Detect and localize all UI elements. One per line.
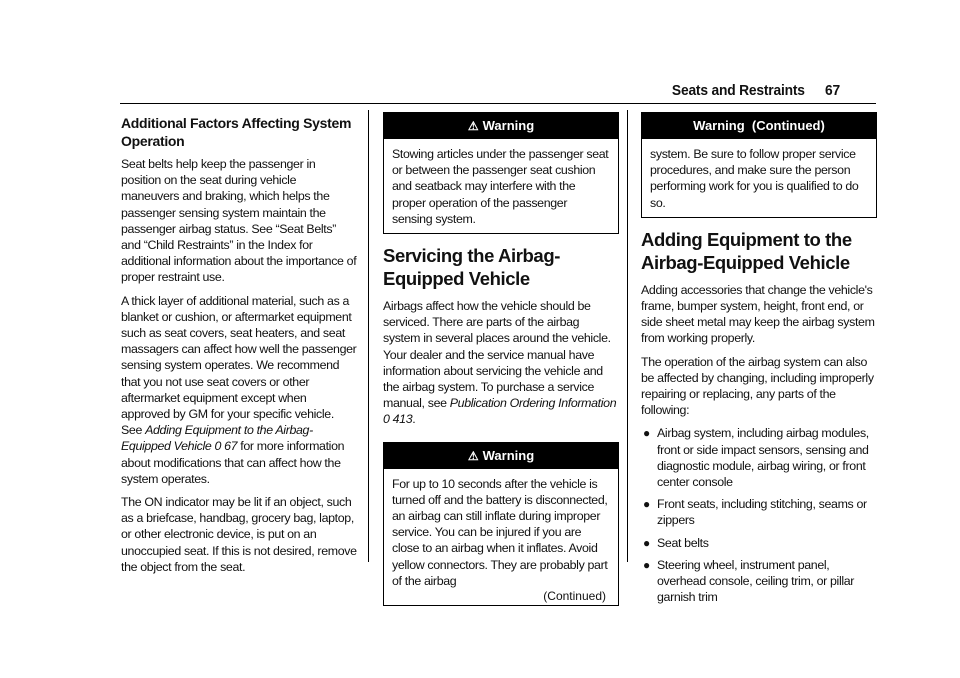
- paragraph: The operation of the airbag system can also be affected by changing, including improperly repairing or replacing, any parts of the following:: [641, 354, 874, 418]
- section-heading: Servicing the Airbag-Equipped Vehicle: [383, 245, 560, 290]
- warning-box-continued: [641, 112, 877, 218]
- page-number: 67: [825, 82, 840, 99]
- paragraph-text: Airbags affect how the vehicle should be serviced. There are parts of the airbag system in several places around the vehicle. Your dealer and the service manual have information about servicing the vehicle and the airbag system. To purchase a service manual, see: [383, 299, 611, 411]
- bullet-list: [641, 425, 877, 605]
- warning-text: system. Be sure to follow proper service procedures, and make sure the person performing work for you is qualified to do so.: [650, 147, 859, 210]
- list-item-text: Seat belts: [657, 535, 709, 550]
- subsection-heading: Additional Factors Affecting System Operation: [121, 115, 352, 149]
- column-divider: [627, 110, 628, 562]
- column-divider: [368, 110, 369, 562]
- section-heading: Adding Equipment to the Airbag-Equipped Vehicle: [641, 228, 852, 273]
- warning-triangle-icon: ⚠: [467, 448, 479, 463]
- warning-text: For up to 10 seconds after the vehicle is turned off and the battery is disconnected, an airbag can still inflate during improper service. You can be injured if you are close to an airbag when it inflates. Avoid yellow connectors. They are probably part of the airbag: [392, 476, 608, 588]
- column-3: [641, 112, 877, 611]
- warning-header: [384, 113, 618, 139]
- page-reference[interactable]: 0 413: [383, 412, 413, 427]
- column-1: [121, 112, 357, 582]
- paragraph-text: for more information about modifications that can affect how the system operates.: [121, 439, 345, 486]
- column-2: [383, 112, 619, 614]
- header-rule: [120, 103, 876, 104]
- bullet-icon: ●: [643, 497, 650, 512]
- bullet-icon: ●: [643, 557, 650, 572]
- paragraph: [383, 298, 619, 428]
- warning-text: Stowing articles under the passenger seat or between the passenger seat cushion and seatback may interfere with the proper operation of the passenger sensing system.: [392, 147, 609, 226]
- list-item: [641, 535, 877, 551]
- continued-label: (Continued): [543, 589, 606, 604]
- list-item-text: Front seats, including stitching, seams or zippers: [657, 497, 867, 528]
- list-item-text: Steering wheel, instrument panel, overhead console, ceiling trim, or pillar garnish trim: [657, 557, 855, 605]
- section-title: Seats and Restraints: [671, 82, 805, 99]
- page-header: [178, 82, 840, 99]
- paragraph: Adding accessories that change the vehicle's frame, bumper system, height, front end, or side sheet metal may keep the airbag system from working properly.: [641, 282, 875, 346]
- paragraph: Seat belts help keep the passenger in position on the seat during vehicle maneuvers and braking, which helps the passenger sensing system maintain the passenger airbag status. See “Seat Belts” and “Child Restraints” in the Index for additional information about the importance of proper restraint use.: [121, 157, 357, 285]
- bullet-icon: ●: [643, 426, 650, 441]
- warning-title: Warning: [482, 118, 535, 133]
- warning-title: Warning: [482, 447, 535, 463]
- warning-box: [383, 442, 619, 606]
- warning-triangle-icon: ⚠: [467, 119, 479, 133]
- cross-reference-link[interactable]: Publication Ordering Information: [449, 396, 617, 411]
- paragraph: The ON indicator may be lit if an object, such as a briefcase, handbag, grocery bag, laptop, or other electronic device, is put on an unoccupied seat. If this is not desired, remove the object from the seat.: [121, 495, 357, 574]
- bullet-icon: ●: [643, 535, 650, 550]
- warning-header: Warning (Continued): [642, 113, 876, 139]
- paragraph: [121, 293, 357, 487]
- list-item-text: Airbag system, including airbag modules, front or side impact sensors, sensing and diagnostic module, airbag wiring, or front center console: [657, 426, 869, 490]
- warning-header: [384, 443, 618, 469]
- paragraph-text: A thick layer of additional material, such as a blanket or cushion, or aftermarket equipment such as seat covers, seat heaters, and seat massagers can affect how well the passenger sensing system operates. We recommend that you not use seat covers or other aftermarket equipment except when approved by GM for your specific vehicle. See: [121, 293, 357, 438]
- list-item: [641, 425, 877, 490]
- list-item: [641, 496, 877, 528]
- cross-reference-link[interactable]: Adding Equipment to the Airbag-Equipped Vehicle: [121, 423, 313, 454]
- warning-box: [383, 112, 619, 234]
- page-reference[interactable]: 0 67: [214, 439, 238, 454]
- list-item: [641, 557, 877, 606]
- paragraph-text: .: [412, 412, 416, 427]
